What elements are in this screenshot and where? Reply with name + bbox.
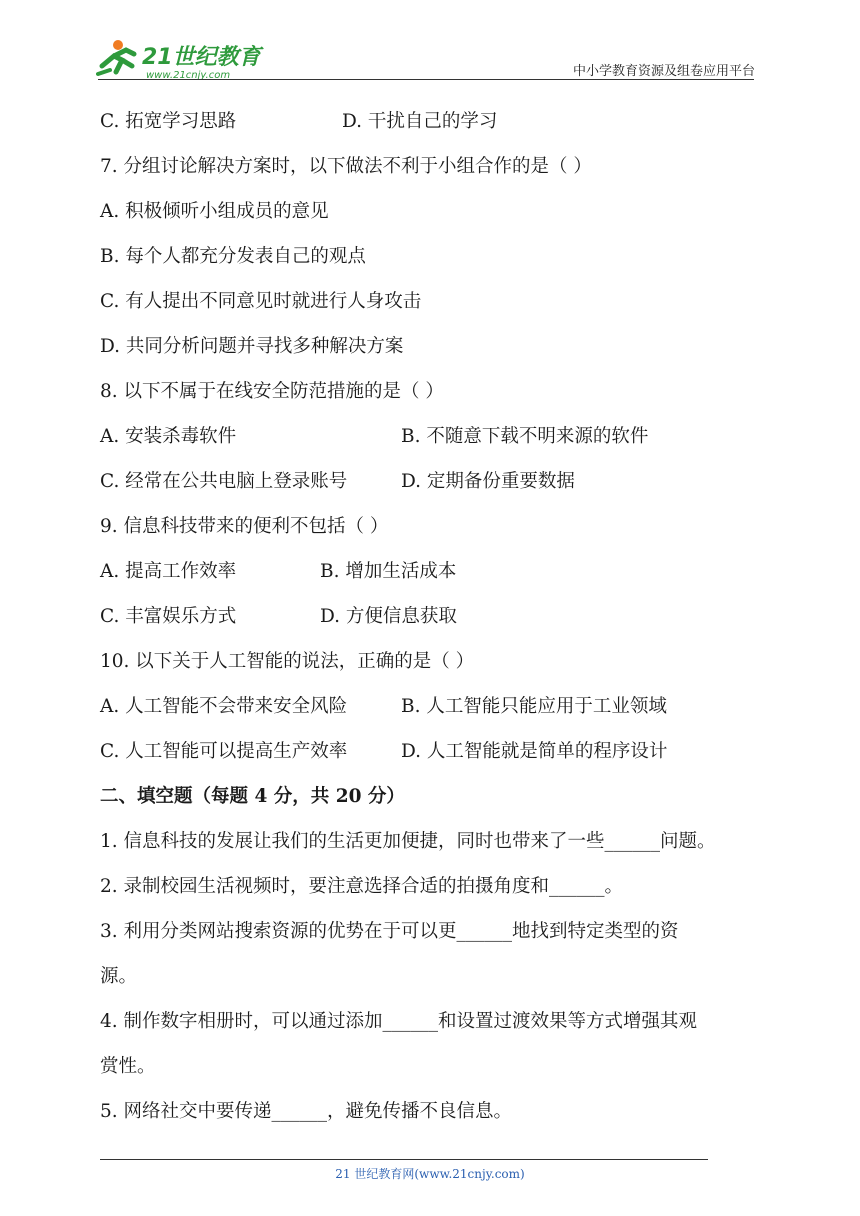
footer-link[interactable]: 21 世纪教育网(www.21cnjy.com): [335, 1167, 525, 1181]
site-logo: [96, 36, 266, 82]
header-divider: [98, 79, 754, 80]
option-10d: D. 人工智能就是简单的程序设计: [401, 741, 668, 762]
platform-name: 中小学教育资源及组卷应用平台: [572, 64, 755, 79]
option-9a: A. 提高工作效率: [100, 561, 237, 582]
question-10: [100, 649, 780, 675]
question-7: [100, 154, 780, 180]
option-10a: A. 人工智能不会带来安全风险: [100, 696, 348, 717]
option-9b: B. 增加生活成本: [320, 561, 457, 582]
blank-question-3-cont: [100, 964, 780, 990]
option-7d-text: D. 共同分析问题并寻找多种解决方案: [100, 336, 404, 357]
option-10c: C. 人工智能可以提高生产效率: [100, 741, 348, 762]
question-9: [100, 514, 780, 540]
blank-question-1-text: 1. 信息科技的发展让我们的生活更加便捷，同时也带来了一些______问题。: [100, 831, 716, 852]
option-7a-text: A. 积极倾听小组成员的意见: [100, 201, 329, 222]
option-7a: [100, 199, 780, 225]
option-7c: [100, 289, 780, 315]
svg-text:www.21cnjy.com: www.21cnjy.com: [146, 70, 231, 81]
option-6d: D. 干扰自己的学习: [342, 111, 498, 132]
question-8-text: 8. 以下不属于在线安全防范措施的是（ ）: [100, 381, 444, 402]
option-8b: B. 不随意下载不明来源的软件: [401, 426, 649, 447]
blank-question-4: [100, 1009, 780, 1035]
option-7b-text: B. 每个人都充分发表自己的观点: [100, 246, 366, 267]
question-7-text: 7. 分组讨论解决方案时，以下做法不利于小组合作的是（ ）: [100, 156, 592, 177]
footer-divider: [100, 1159, 708, 1160]
blank-question-3-cont-text: 源。: [100, 966, 138, 987]
blank-question-3: [100, 919, 780, 945]
option-8c: C. 经常在公共电脑上登录账号: [100, 471, 348, 492]
blank-question-5-text: 5. 网络社交中要传递______，避免传播不良信息。: [100, 1101, 513, 1122]
runner-logo-icon: [96, 36, 266, 82]
option-9d: D. 方便信息获取: [320, 606, 457, 627]
option-6c: C. 拓宽学习思路: [100, 111, 237, 132]
option-7d: [100, 334, 780, 360]
question-9-text: 9. 信息科技带来的便利不包括（ ）: [100, 516, 389, 537]
svg-text:21世纪教育: 21世纪教育: [142, 45, 261, 70]
option-10b: B. 人工智能只能应用于工业领域: [401, 696, 667, 717]
option-7c-text: C. 有人提出不同意见时就进行人身攻击: [100, 291, 422, 312]
blank-question-3-text: 3. 利用分类网站搜索资源的优势在于可以更______地找到特定类型的资: [100, 921, 679, 942]
blank-question-2: [100, 874, 780, 900]
question-10-text: 10. 以下关于人工智能的说法，正确的是（ ）: [100, 651, 475, 672]
section-heading-text: 二、填空题（每题 4 分，共 20 分）: [100, 786, 405, 807]
blank-question-4-cont: [100, 1054, 780, 1080]
section-heading-fill-blank: [100, 784, 780, 810]
option-7b: [100, 244, 780, 270]
option-8d: D. 定期备份重要数据: [401, 471, 575, 492]
blank-question-5: [100, 1099, 780, 1125]
blank-question-1: [100, 829, 780, 855]
question-8: [100, 379, 780, 405]
blank-question-4-text: 4. 制作数字相册时，可以通过添加______和设置过渡效果等方式增强其观: [100, 1011, 698, 1032]
option-8a: A. 安装杀毒软件: [100, 426, 237, 447]
blank-question-2-text: 2. 录制校园生活视频时，要注意选择合适的拍摄角度和______。: [100, 876, 624, 897]
option-9c: C. 丰富娱乐方式: [100, 606, 237, 627]
blank-question-4-cont-text: 赏性。: [100, 1056, 156, 1077]
